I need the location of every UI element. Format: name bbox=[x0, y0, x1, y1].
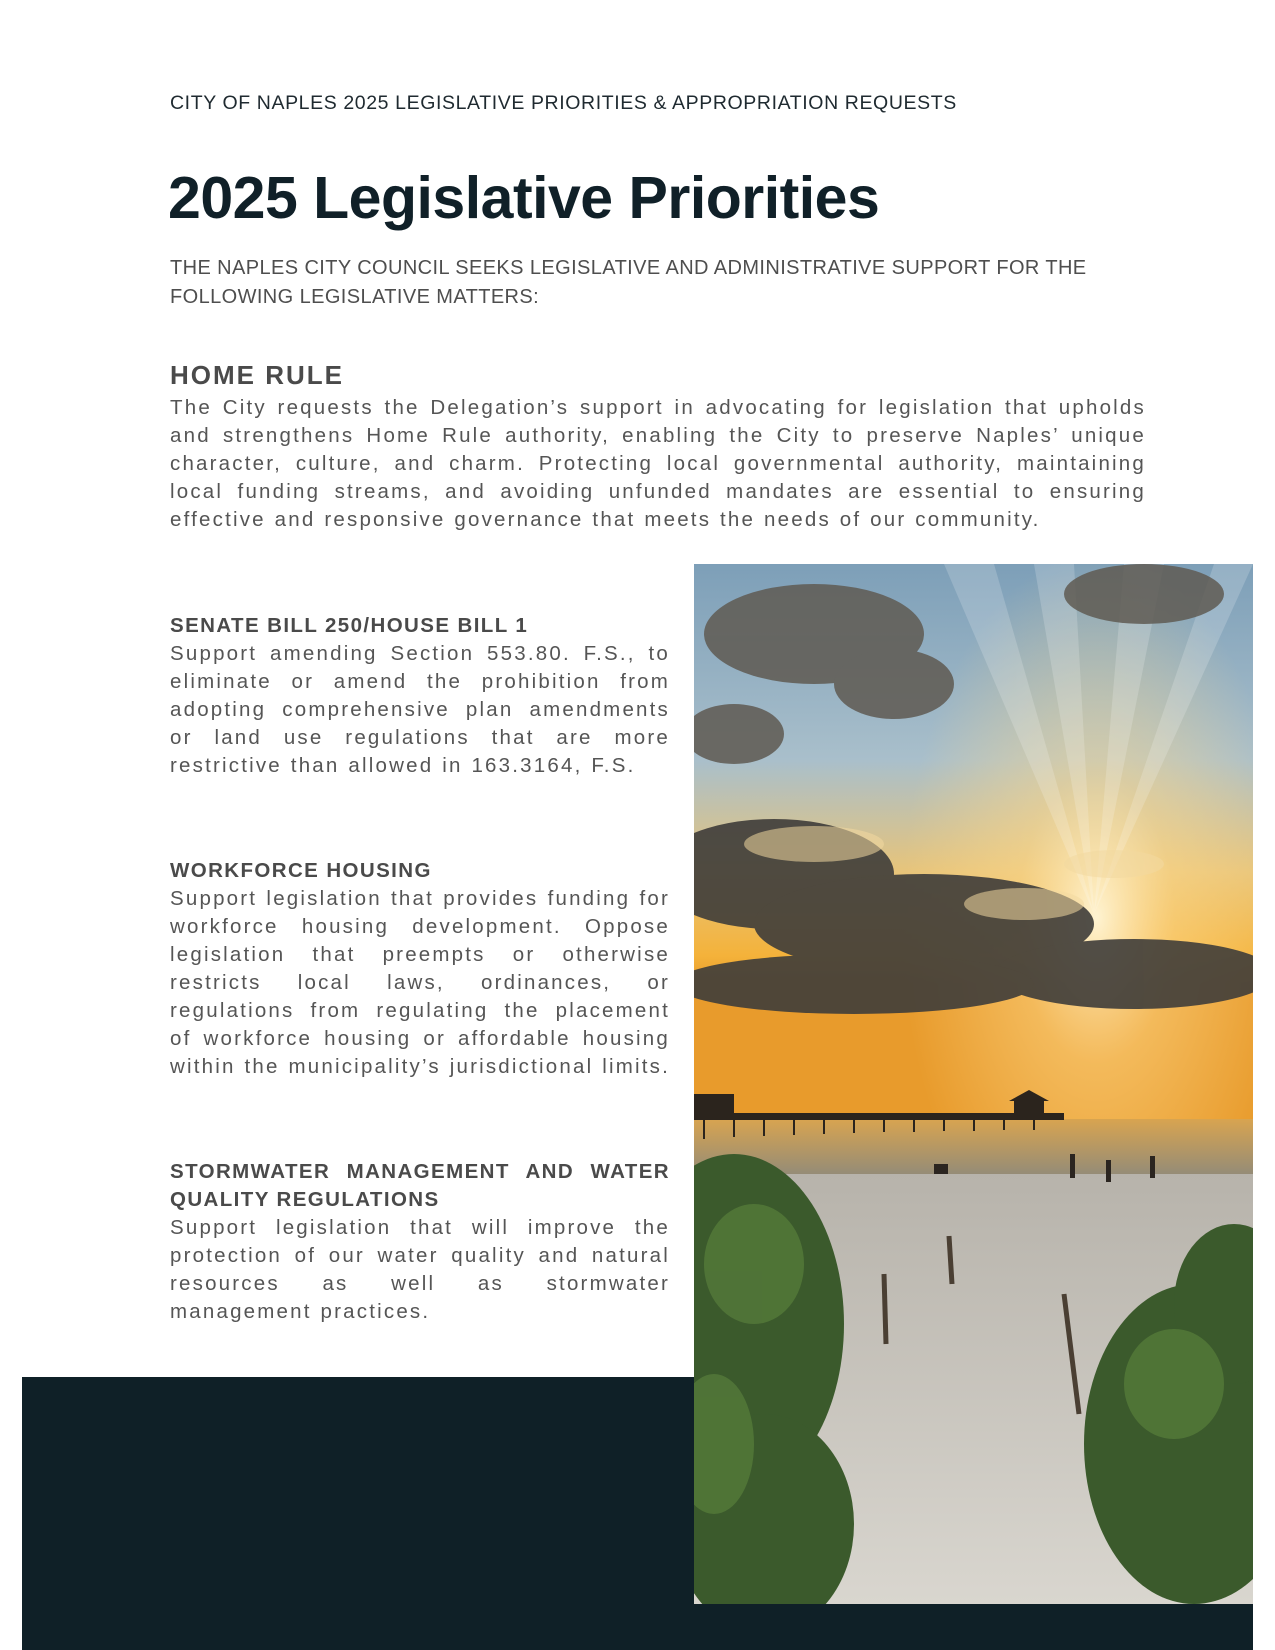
stormwater-body: Support legislation that will improve the protection of our water quality and natural resources as well as stormwater management practices. bbox=[170, 1216, 670, 1323]
home-rule-heading: HOME RULE bbox=[170, 360, 344, 390]
senate-bill-section bbox=[170, 612, 670, 780]
beach-sunset-photo bbox=[694, 564, 1253, 1604]
workforce-housing-body: Support legislation that provides funding for workforce housing development. Oppose legislation that preempts or otherwise restricts local laws, ordinances, or regulations from regulating the placement of workforce housing or affordable housing within the municipality’s jurisdictional limits. bbox=[170, 887, 671, 1078]
running-header: CITY OF NAPLES 2025 LEGISLATIVE PRIORITIES & APPROPRIATION REQUESTS bbox=[170, 92, 957, 114]
senate-bill-body: Support amending Section 553.80. F.S., to eliminate or amend the prohibition from adopting comprehensive plan amendments or land use regulations that are more restrictive than allowed in 163.3164, F.S. bbox=[170, 642, 670, 777]
workforce-housing-section bbox=[170, 857, 670, 1081]
intro-text: THE NAPLES CITY COUNCIL SEEKS LEGISLATIVE AND ADMINISTRATIVE SUPPORT FOR THE FOLLOWING LEGISLATIVE MATTERS: bbox=[170, 257, 1087, 308]
stormwater-section bbox=[170, 1158, 670, 1326]
senate-bill-heading: SENATE BILL 250/HOUSE BILL 1 bbox=[170, 614, 529, 637]
stormwater-heading: STORMWATER MANAGEMENT AND WATER QUALITY REGULATIONS bbox=[170, 1160, 670, 1211]
workforce-housing-heading: WORKFORCE HOUSING bbox=[170, 859, 432, 882]
page-title: 2025 Legislative Priorities bbox=[168, 165, 880, 231]
home-rule-body: The City requests the Delegation’s support in advocating for legislation that upholds and strengthens Home Rule authority, enabling the City to preserve Naples’ unique character, culture, and charm. Protecting local governmental authority, maintaining local funding streams, and avoiding unfunded mandates are essential to ensuring effective and responsive governance that meets the needs of our community. bbox=[170, 396, 1146, 531]
